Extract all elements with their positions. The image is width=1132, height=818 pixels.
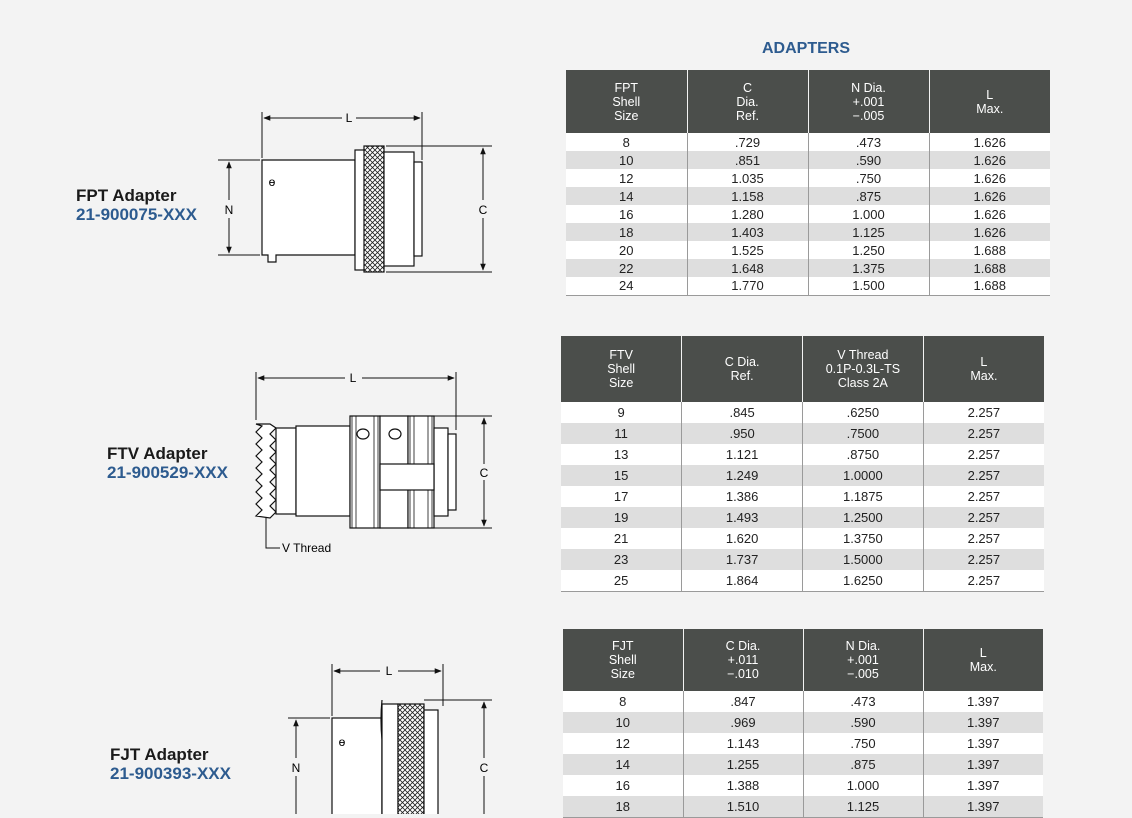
table-cell: 10 — [563, 712, 683, 733]
table-cell: 1.2500 — [803, 507, 924, 528]
table-cell: 2.257 — [923, 465, 1044, 486]
table-cell: 17 — [561, 486, 682, 507]
fpt-spec-table — [566, 70, 1050, 296]
ftv-header-text: Ref. — [730, 369, 754, 383]
fjt-header-text: Size — [610, 667, 635, 681]
table-row — [561, 402, 1044, 423]
table-cell: 1.626 — [929, 205, 1050, 223]
table-row — [561, 465, 1044, 486]
fjt-header-text: −.005 — [847, 667, 879, 681]
table-cell: 1.500 — [808, 277, 929, 295]
table-cell: 11 — [561, 423, 682, 444]
table-cell: 1.000 — [803, 775, 923, 796]
table-cell: 1.688 — [929, 277, 1050, 295]
fpt-header-cell — [566, 70, 687, 133]
table-cell: 1.6250 — [803, 570, 924, 591]
ftv-adapter-drawing — [256, 372, 492, 548]
table-cell: 1.125 — [803, 796, 923, 817]
ftv-header-text: 0.1P-0.3L-TS — [825, 362, 901, 376]
table-row — [566, 169, 1050, 187]
table-cell: 1.386 — [682, 486, 803, 507]
fpt-header-text: Max. — [976, 101, 1004, 116]
fjt-header-text: N Dia. — [845, 639, 881, 653]
table-cell: 1.000 — [808, 205, 929, 223]
table-row — [561, 528, 1044, 549]
table-cell: 1.648 — [687, 259, 808, 277]
table-cell: .590 — [808, 151, 929, 169]
fpt-header-text: Size — [614, 108, 639, 123]
table-cell: 1.250 — [808, 241, 929, 259]
table-cell: 12 — [566, 169, 687, 187]
table-row — [566, 241, 1050, 259]
fjt-spec-table — [563, 629, 1043, 818]
table-cell: 19 — [561, 507, 682, 528]
table-cell: 1.626 — [929, 151, 1050, 169]
table-cell: 20 — [566, 241, 687, 259]
table-cell: 1.626 — [929, 133, 1050, 151]
table-row — [566, 205, 1050, 223]
ftv-header-cell — [923, 336, 1044, 402]
table-cell: 1.770 — [687, 277, 808, 295]
table-row — [566, 259, 1050, 277]
table-cell: 23 — [561, 549, 682, 570]
ftv-header-text: V Thread — [837, 348, 889, 362]
table-row — [563, 691, 1043, 712]
fpt-header-text: +.001 — [852, 94, 885, 109]
table-cell: 1.688 — [929, 241, 1050, 259]
table-cell: 1.375 — [808, 259, 929, 277]
table-cell: 1.688 — [929, 259, 1050, 277]
table-cell: 1.249 — [682, 465, 803, 486]
ftv-header-text: Size — [608, 376, 634, 390]
ftv-header-row — [561, 336, 1044, 402]
fjt-mark: ɵ — [338, 735, 346, 749]
ftv-adapter-name: FTV Adapter — [107, 444, 208, 463]
table-cell: 2.257 — [923, 528, 1044, 549]
fpt-header-cell — [929, 70, 1050, 133]
fpt-mark: ɵ — [268, 175, 276, 189]
fpt-header-row — [566, 70, 1050, 133]
table-cell: 8 — [566, 133, 687, 151]
ftv-header-text: C Dia. — [724, 355, 760, 369]
fpt-header-cell — [687, 70, 808, 133]
table-row — [566, 277, 1050, 295]
table-cell: 1.125 — [808, 223, 929, 241]
fpt-header-text: C — [742, 80, 753, 95]
fpt-dim-l: L — [345, 111, 353, 125]
table-row — [561, 570, 1044, 591]
table-cell: 1.143 — [683, 733, 803, 754]
table-cell: 1.737 — [682, 549, 803, 570]
table-row — [563, 733, 1043, 754]
table-cell: 1.620 — [682, 528, 803, 549]
table-cell: 1.158 — [687, 187, 808, 205]
table-cell: 1.397 — [923, 754, 1043, 775]
table-cell: .851 — [687, 151, 808, 169]
ftv-header-text: FTV — [609, 348, 633, 362]
fpt-dim-n: N — [224, 203, 234, 217]
table-row — [561, 486, 1044, 507]
table-cell: 13 — [561, 444, 682, 465]
table-cell: 9 — [561, 402, 682, 423]
table-cell: .845 — [682, 402, 803, 423]
ftv-header-cell — [561, 336, 682, 402]
table-row — [561, 423, 1044, 444]
table-cell: 24 — [566, 277, 687, 295]
table-cell: 14 — [563, 754, 683, 775]
fjt-header-text: Shell — [608, 653, 637, 667]
table-cell: .7500 — [803, 423, 924, 444]
fjt-header-text: −.010 — [727, 667, 759, 681]
ftv-header-text: Class 2A — [837, 376, 888, 390]
table-cell: .473 — [808, 133, 929, 151]
table-cell: 1.397 — [923, 691, 1043, 712]
table-cell: 1.626 — [929, 169, 1050, 187]
fjt-adapter-part-number: 21-900393-XXX — [110, 764, 231, 783]
table-cell: .847 — [683, 691, 803, 712]
table-cell: 2.257 — [923, 549, 1044, 570]
table-cell: 1.397 — [923, 775, 1043, 796]
ftv-dim-c: C — [479, 466, 489, 480]
table-cell: 1.510 — [683, 796, 803, 817]
table-cell: .8750 — [803, 444, 924, 465]
ftv-v-thread-label: V Thread — [282, 541, 332, 555]
table-cell: 2.257 — [923, 444, 1044, 465]
table-row — [563, 712, 1043, 733]
table-cell: 2.257 — [923, 402, 1044, 423]
ftv-header-text: Max. — [970, 369, 998, 383]
fpt-adapter-part-number: 21-900075-XXX — [76, 205, 197, 224]
table-cell: 1.397 — [923, 796, 1043, 817]
table-cell: 18 — [566, 223, 687, 241]
table-cell: .875 — [803, 754, 923, 775]
ftv-header-text: Shell — [607, 362, 636, 376]
ftv-header-text: L — [980, 355, 988, 369]
fjt-dim-n: N — [291, 761, 301, 775]
fpt-header-text: Ref. — [736, 108, 759, 123]
fjt-adapter-drawing — [288, 664, 492, 814]
fjt-header-text: FJT — [611, 639, 634, 653]
table-cell: 1.5000 — [803, 549, 924, 570]
fjt-header-text: Max. — [969, 660, 997, 674]
table-cell: .950 — [682, 423, 803, 444]
table-cell: 1.403 — [687, 223, 808, 241]
table-cell: 18 — [563, 796, 683, 817]
fpt-header-text: Dia. — [736, 94, 759, 109]
table-cell: 22 — [566, 259, 687, 277]
page-title: ADAPTERS — [761, 40, 850, 57]
fjt-header-text: C Dia. — [725, 639, 761, 653]
table-cell: 15 — [561, 465, 682, 486]
table-cell: .969 — [683, 712, 803, 733]
table-cell: 1.388 — [683, 775, 803, 796]
table-cell: .473 — [803, 691, 923, 712]
table-row — [566, 133, 1050, 151]
table-cell: 1.1875 — [803, 486, 924, 507]
fpt-header-cell — [808, 70, 929, 133]
table-row — [566, 151, 1050, 169]
table-cell: 16 — [563, 775, 683, 796]
fpt-header-text: FPT — [614, 80, 639, 95]
table-cell: 1.397 — [923, 733, 1043, 754]
table-row — [561, 444, 1044, 465]
ftv-header-cell — [803, 336, 924, 402]
ftv-header-cell — [682, 336, 803, 402]
table-cell: 2.257 — [923, 507, 1044, 528]
table-cell: 12 — [563, 733, 683, 754]
table-cell: .6250 — [803, 402, 924, 423]
table-cell: 25 — [561, 570, 682, 591]
table-cell: 2.257 — [923, 486, 1044, 507]
fjt-header-text: +.001 — [847, 653, 879, 667]
table-cell: 8 — [563, 691, 683, 712]
table-cell: 1.864 — [682, 570, 803, 591]
table-cell: 1.121 — [682, 444, 803, 465]
fjt-header-cell — [923, 629, 1043, 691]
table-cell: 16 — [566, 205, 687, 223]
ftv-adapter-part-number: 21-900529-XXX — [107, 463, 228, 482]
table-row — [563, 754, 1043, 775]
fjt-adapter-name: FJT Adapter — [110, 745, 209, 764]
table-cell: 14 — [566, 187, 687, 205]
table-cell: .750 — [808, 169, 929, 187]
fjt-header-text: L — [979, 646, 987, 660]
fpt-header-text: Shell — [612, 94, 641, 109]
table-cell: 1.0000 — [803, 465, 924, 486]
fpt-header-text: −.005 — [852, 108, 885, 123]
fjt-header-text: +.011 — [727, 653, 759, 667]
fjt-header-cell — [563, 629, 683, 691]
table-cell: 2.257 — [923, 570, 1044, 591]
fjt-header-cell — [803, 629, 923, 691]
table-row — [563, 775, 1043, 796]
fpt-header-text: L — [986, 87, 994, 102]
table-cell: 1.255 — [683, 754, 803, 775]
ftv-dim-l: L — [349, 371, 357, 385]
table-cell: 10 — [566, 151, 687, 169]
table-cell: 1.525 — [687, 241, 808, 259]
fpt-adapter-name: FPT Adapter — [76, 186, 177, 205]
table-cell: 1.626 — [929, 187, 1050, 205]
table-cell: .590 — [803, 712, 923, 733]
fjt-dim-c: C — [479, 761, 489, 775]
table-cell: 21 — [561, 528, 682, 549]
table-cell: 1.493 — [682, 507, 803, 528]
table-cell: 2.257 — [923, 423, 1044, 444]
fpt-header-text: N Dia. — [851, 80, 886, 95]
ftv-spec-table — [561, 336, 1044, 592]
fjt-dim-l: L — [385, 664, 393, 678]
table-row — [561, 507, 1044, 528]
table-row — [561, 549, 1044, 570]
table-row — [566, 187, 1050, 205]
table-cell: 1.3750 — [803, 528, 924, 549]
table-cell: .875 — [808, 187, 929, 205]
fpt-adapter-drawing — [218, 112, 492, 272]
table-cell: 1.626 — [929, 223, 1050, 241]
table-cell: 1.035 — [687, 169, 808, 187]
table-cell: .750 — [803, 733, 923, 754]
table-cell: 1.280 — [687, 205, 808, 223]
table-row — [566, 223, 1050, 241]
fjt-header-cell — [683, 629, 803, 691]
table-cell: 1.397 — [923, 712, 1043, 733]
table-cell: .729 — [687, 133, 808, 151]
fjt-header-row — [563, 629, 1043, 691]
fpt-dim-c: C — [478, 203, 488, 217]
